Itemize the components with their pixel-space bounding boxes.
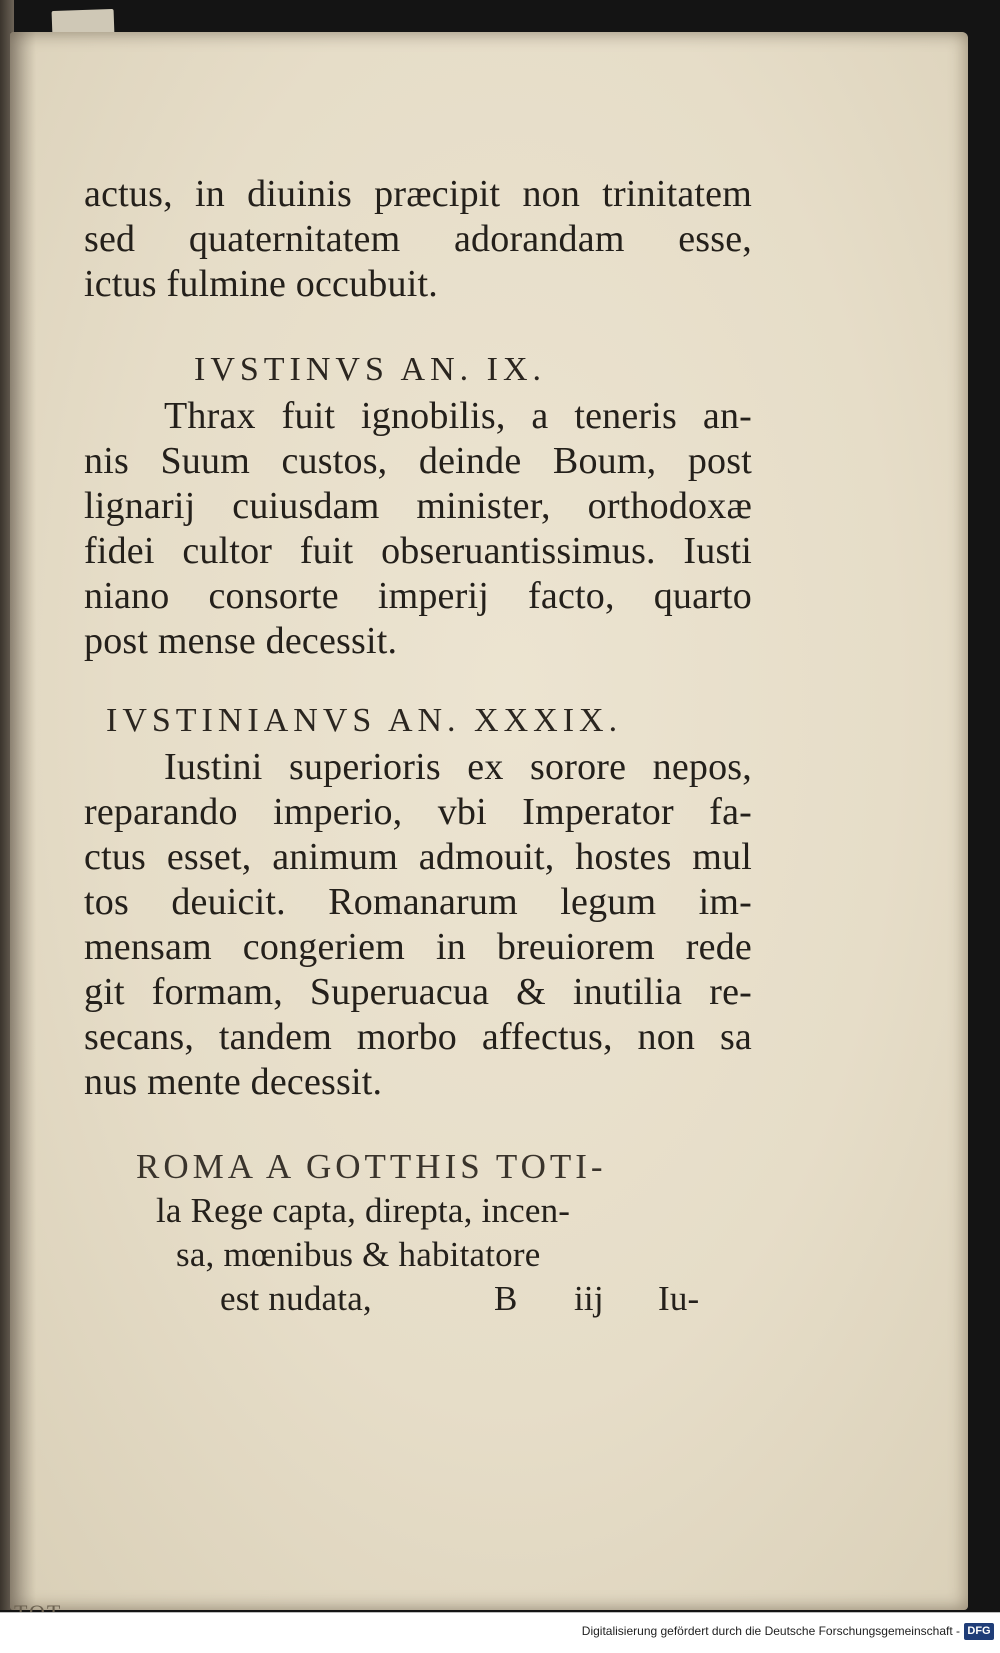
text-line: ctus esset, animum admouit, hostes mul (84, 836, 752, 878)
footer-bar (0, 1612, 1000, 1653)
closing-line: la Rege capta, direpta, incen- (156, 1191, 571, 1230)
text-line: nus mente decessit. (84, 1061, 383, 1103)
catchword: Iu- (658, 1279, 700, 1318)
text-line: mensam congeriem in breuiorem rede (84, 926, 752, 968)
text-line: Iustini superioris ex sorore nepos, (164, 746, 752, 788)
page-gutter-shadow (10, 32, 36, 1610)
closing-line: sa, mœnibus & habitatore (176, 1235, 541, 1274)
page-text (84, 172, 752, 1321)
closing-line: ROMA A GOTTHIS TOTI- (136, 1147, 607, 1186)
text-line: ictus fulmine occubuit. (84, 263, 438, 305)
text-line: sed quaternitatem adorandam esse, (84, 218, 752, 260)
book-page (10, 32, 968, 1610)
funding-credit: Digitalisierung gefördert durch die Deutsche Forschungsgemeinschaft - (581, 1624, 960, 1638)
text-line: secans, tandem morbo affectus, non sa (84, 1016, 752, 1058)
text-line: reparando imperio, vbi Imperator fa- (84, 791, 752, 833)
closing-line: est nudata, (220, 1279, 372, 1318)
text-line: tos deuicit. Romanarum legum im- (84, 881, 752, 923)
text-line: fidei cultor fuit obseruantissimus. Iusti (84, 530, 752, 572)
signature-mark: B (494, 1279, 518, 1318)
section-heading-iustinus: IVSTINVS AN. IX. (194, 351, 546, 388)
text-line: lignarij cuiusdam minister, orthodoxæ (84, 485, 752, 527)
dfg-logo-icon: DFG (964, 1623, 994, 1640)
text-line: git formam, Superuacua & inutilia re- (84, 971, 752, 1013)
closing-note (84, 1145, 752, 1321)
section-heading-iustinianus: IVSTINIANVS AN. XXXIX. (106, 702, 623, 739)
text-line: post mense decessit. (84, 620, 398, 662)
closing-line-last (84, 1277, 752, 1321)
text-line: nis Suum custos, deinde Boum, post (84, 440, 752, 482)
page-number: iij (574, 1279, 604, 1318)
text-line: Thrax fuit ignobilis, a teneris an- (164, 395, 752, 437)
text-line: niano consorte imperij facto, quarto (84, 575, 752, 617)
text-line: actus, in diuinis præcipit non trinitatem (84, 173, 752, 215)
